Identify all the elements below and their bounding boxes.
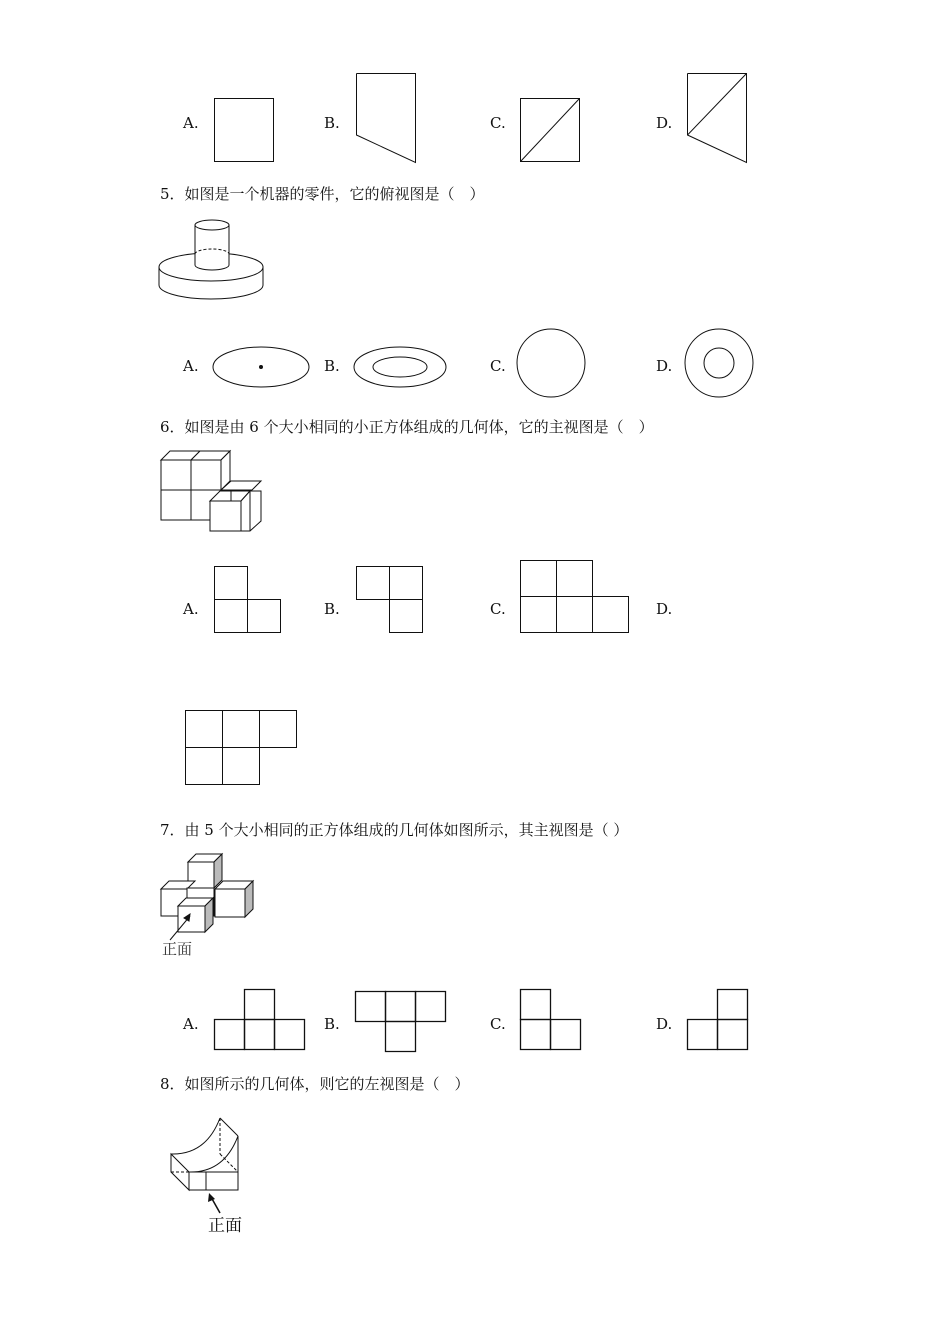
q4-option-b-figure[interactable] xyxy=(356,73,416,163)
q6-option-b-figure[interactable] xyxy=(356,566,423,633)
q8-front-label: 正面 xyxy=(208,1216,242,1236)
q4-option-d-label: D. xyxy=(656,114,673,132)
q4-option-c-figure[interactable] xyxy=(520,98,580,162)
q8-geometric-solid-figure xyxy=(168,1117,244,1217)
q6-question-text: 6．如图是由 6 个大小相同的小正方体组成的几何体，它的主视图是（ ） xyxy=(160,418,654,436)
q6-option-d-label: D. xyxy=(656,600,673,618)
q5-option-a-figure[interactable] xyxy=(212,346,310,388)
q5-option-b-label: B. xyxy=(324,357,340,375)
q4-option-a-label: A. xyxy=(183,114,199,132)
q5-option-c-label: C. xyxy=(490,357,506,375)
q6-option-b-label: B. xyxy=(324,600,340,618)
q5-option-b-figure[interactable] xyxy=(353,346,447,388)
q4-option-a-figure[interactable] xyxy=(214,98,274,162)
q4-option-c-label: C. xyxy=(490,114,506,132)
q7-option-a-figure[interactable] xyxy=(214,989,306,1051)
q5-option-d-label: D. xyxy=(656,357,673,375)
q8-question-text: 8．如图所示的几何体，则它的左视图是（ ） xyxy=(160,1075,470,1093)
q6-option-c-figure[interactable] xyxy=(520,560,629,634)
q7-question-text: 7．由 5 个大小相同的正方体组成的几何体如图所示，其主视图是（ ） xyxy=(160,821,629,839)
q5-option-a-label: A. xyxy=(183,357,199,375)
q5-option-d-figure[interactable] xyxy=(684,328,756,400)
q6-option-a-figure[interactable] xyxy=(214,566,281,633)
q7-cube-assembly-figure xyxy=(160,852,260,942)
q6-option-c-label: C. xyxy=(490,600,506,618)
q5-machine-part-figure xyxy=(158,213,268,305)
q7-option-b-figure[interactable] xyxy=(355,991,447,1053)
q7-option-d-label: D. xyxy=(656,1015,673,1033)
q7-option-c-label: C. xyxy=(490,1015,506,1033)
q7-front-label: 正面 xyxy=(162,940,193,958)
q6-option-d-figure[interactable] xyxy=(185,710,297,785)
q4-option-b-label: B. xyxy=(324,114,340,132)
q6-option-a-label: A. xyxy=(183,600,199,618)
q7-option-c-figure[interactable] xyxy=(520,989,582,1051)
q7-option-b-label: B. xyxy=(324,1015,340,1033)
q5-question-text: 5．如图是一个机器的零件，它的俯视图是（ ） xyxy=(160,185,485,203)
q4-option-d-figure[interactable] xyxy=(687,73,747,163)
q5-option-c-figure[interactable] xyxy=(516,328,588,400)
q7-option-a-label: A. xyxy=(183,1015,199,1033)
q6-cube-assembly-figure xyxy=(160,450,266,532)
q7-option-d-figure[interactable] xyxy=(687,989,749,1051)
